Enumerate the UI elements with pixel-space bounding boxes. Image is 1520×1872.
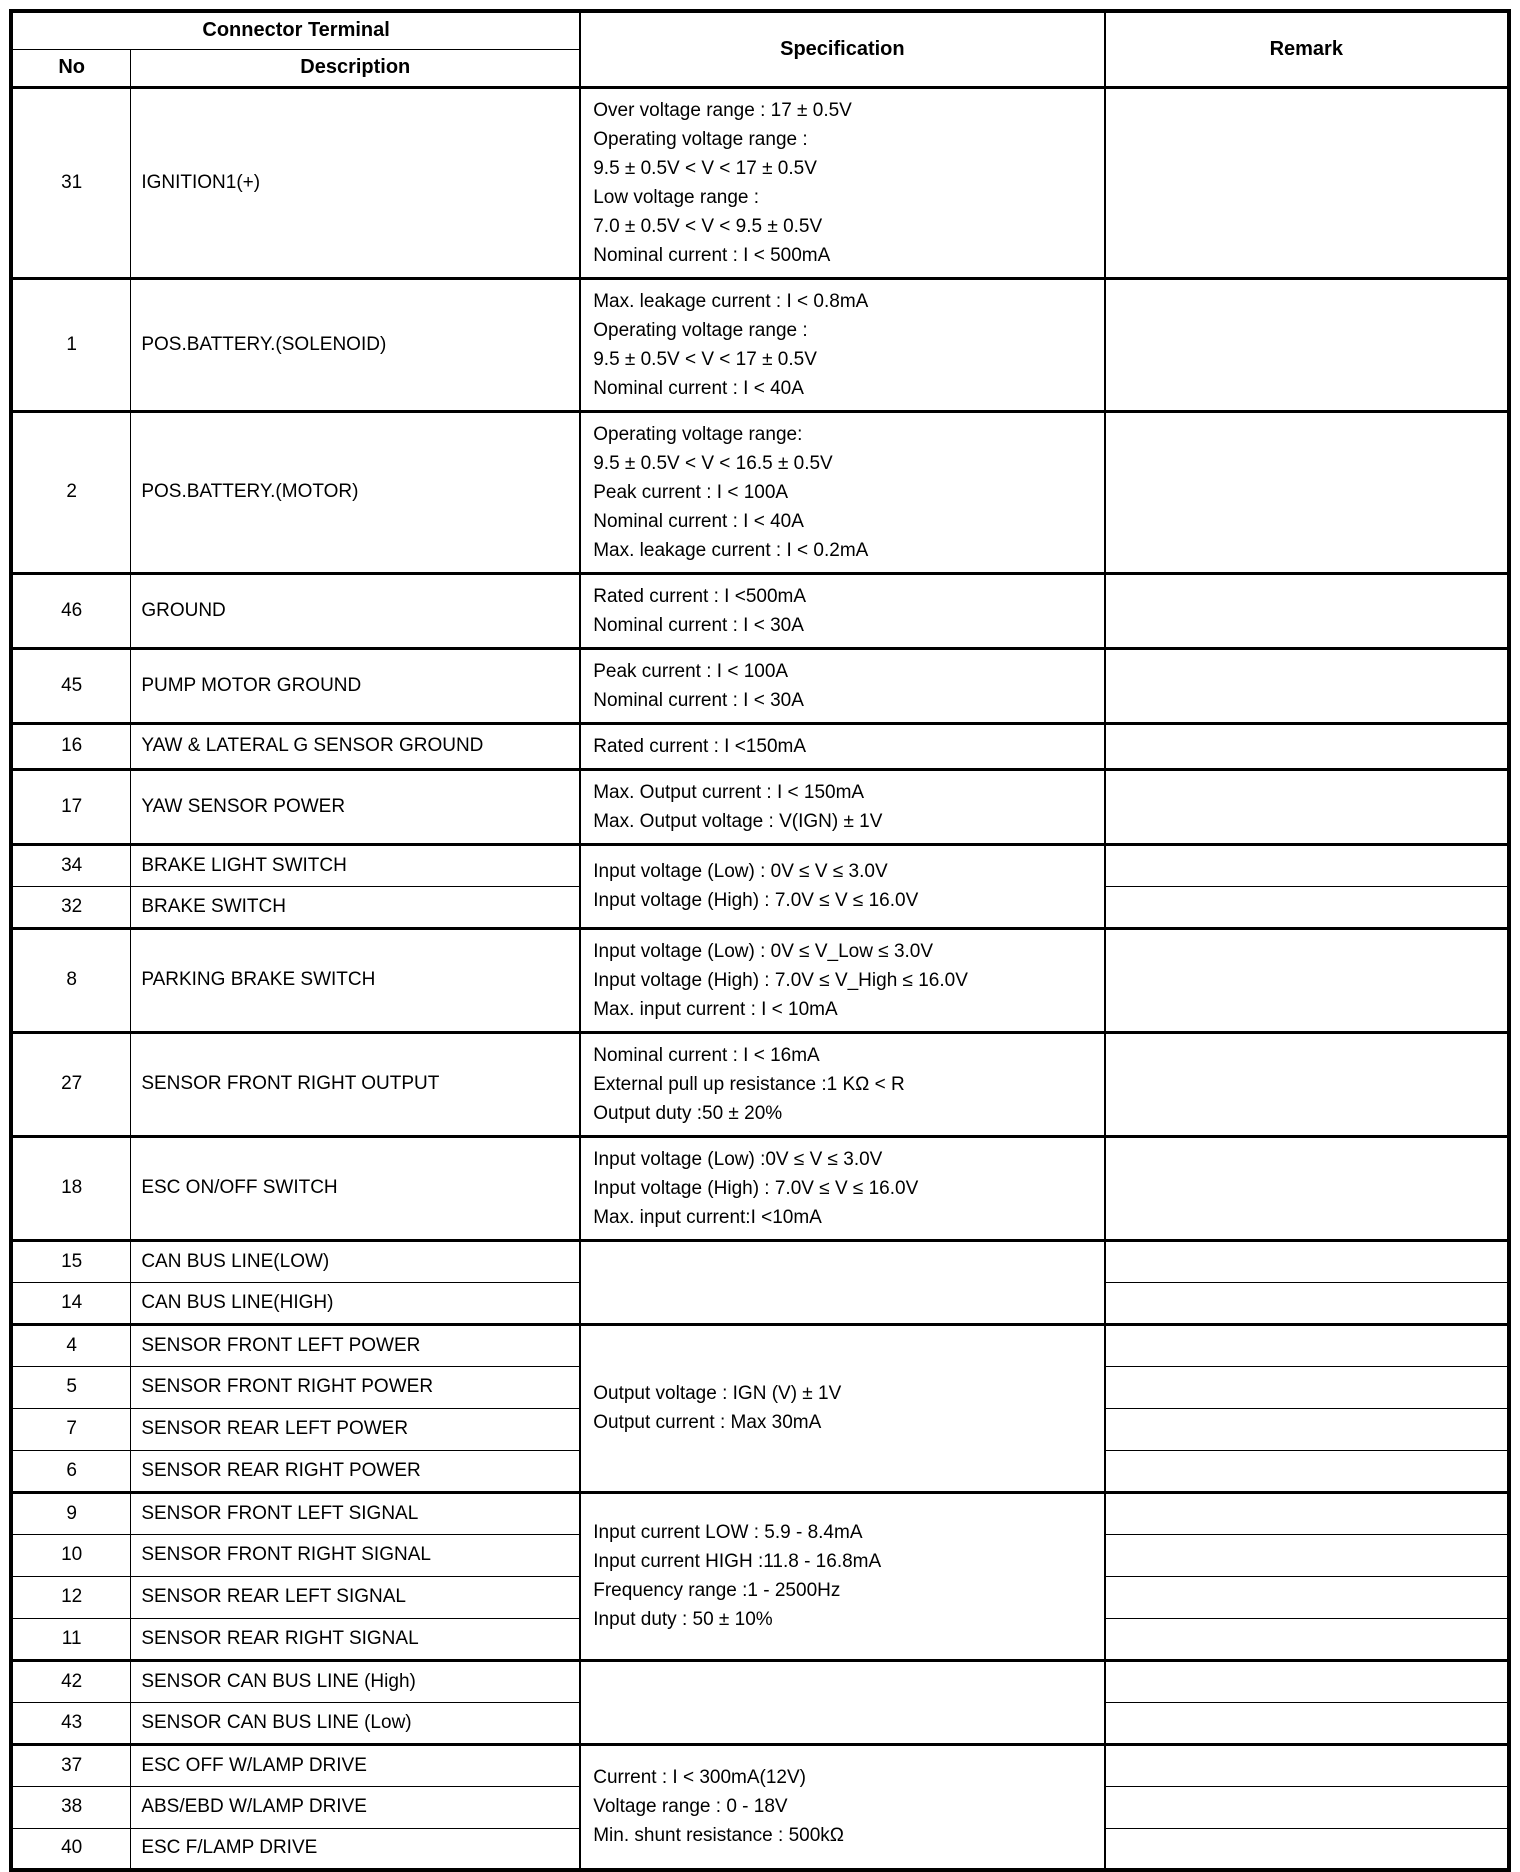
terminal-description: SENSOR CAN BUS LINE (Low) — [131, 1702, 580, 1744]
terminal-spec: Rated current : I <150mA — [580, 723, 1104, 769]
terminal-no: 1 — [11, 278, 131, 411]
terminal-description: SENSOR REAR RIGHT POWER — [131, 1450, 580, 1492]
terminal-no: 40 — [11, 1828, 131, 1870]
terminal-remark — [1105, 1618, 1509, 1660]
terminal-remark — [1105, 1702, 1509, 1744]
header-row-1 — [11, 11, 1509, 49]
terminal-remark — [1105, 87, 1509, 278]
header-description: Description — [131, 49, 580, 87]
terminal-remark — [1105, 1744, 1509, 1786]
table-row — [11, 648, 1509, 723]
terminal-remark — [1105, 1576, 1509, 1618]
table-row — [11, 844, 1509, 886]
terminal-remark — [1105, 1136, 1509, 1240]
terminal-no: 45 — [11, 648, 131, 723]
terminal-description: SENSOR REAR LEFT POWER — [131, 1408, 580, 1450]
terminal-remark — [1105, 723, 1509, 769]
terminal-no: 17 — [11, 769, 131, 844]
terminal-description: SENSOR REAR RIGHT SIGNAL — [131, 1618, 580, 1660]
terminal-remark — [1105, 769, 1509, 844]
terminal-no: 14 — [11, 1282, 131, 1324]
terminal-description: GROUND — [131, 573, 580, 648]
terminal-no: 37 — [11, 1744, 131, 1786]
terminal-remark — [1105, 1450, 1509, 1492]
table-row — [11, 1744, 1509, 1786]
terminal-no: 16 — [11, 723, 131, 769]
terminal-spec — [580, 1660, 1104, 1744]
terminal-spec: Max. leakage current : I < 0.8mA Operating voltage range : 9.5 ± 0.5V < V < 17 ± 0.5V Nominal current : I < 40A — [580, 278, 1104, 411]
terminal-description: POS.BATTERY.(SOLENOID) — [131, 278, 580, 411]
header-remark: Remark — [1105, 11, 1509, 87]
terminal-remark — [1105, 1534, 1509, 1576]
terminal-no: 43 — [11, 1702, 131, 1744]
terminal-remark — [1105, 573, 1509, 648]
terminal-description: CAN BUS LINE(HIGH) — [131, 1282, 580, 1324]
header-specification: Specification — [580, 11, 1104, 87]
terminal-no: 10 — [11, 1534, 131, 1576]
terminal-no: 38 — [11, 1786, 131, 1828]
terminal-no: 34 — [11, 844, 131, 886]
table-row — [11, 1032, 1509, 1136]
terminal-no: 7 — [11, 1408, 131, 1450]
terminal-description: SENSOR CAN BUS LINE (High) — [131, 1660, 580, 1702]
terminal-no: 2 — [11, 411, 131, 573]
terminal-remark — [1105, 1786, 1509, 1828]
terminal-spec: Current : I < 300mA(12V) Voltage range : 0 - 18V Min. shunt resistance : 500kΩ — [580, 1744, 1104, 1870]
terminal-no: 11 — [11, 1618, 131, 1660]
table-row — [11, 769, 1509, 844]
table-row — [11, 87, 1509, 278]
terminal-spec: Over voltage range : 17 ± 0.5V Operating voltage range : 9.5 ± 0.5V < V < 17 ± 0.5V Low voltage range : 7.0 ± 0.5V < V < 9.5 ± 0.5V Nominal current : I < 500mA — [580, 87, 1104, 278]
terminal-spec — [580, 1240, 1104, 1324]
terminal-description: YAW SENSOR POWER — [131, 769, 580, 844]
table-row — [11, 1324, 1509, 1366]
table-body — [11, 87, 1509, 1870]
terminal-spec: Output voltage : IGN (V) ± 1V Output current : Max 30mA — [580, 1324, 1104, 1492]
terminal-remark — [1105, 278, 1509, 411]
terminal-spec: Input voltage (Low) :0V ≤ V ≤ 3.0V Input voltage (High) : 7.0V ≤ V ≤ 16.0V Max. input current:I <10mA — [580, 1136, 1104, 1240]
terminal-spec: Operating voltage range: 9.5 ± 0.5V < V < 16.5 ± 0.5V Peak current : I < 100A Nominal current : I < 40A Max. leakage current : I < 0.2mA — [580, 411, 1104, 573]
terminal-no: 27 — [11, 1032, 131, 1136]
terminal-description: ESC F/LAMP DRIVE — [131, 1828, 580, 1870]
terminal-spec: Peak current : I < 100A Nominal current : I < 30A — [580, 648, 1104, 723]
terminal-remark — [1105, 1324, 1509, 1366]
terminal-remark — [1105, 1408, 1509, 1450]
table-row — [11, 411, 1509, 573]
terminal-description: POS.BATTERY.(MOTOR) — [131, 411, 580, 573]
table-row — [11, 1492, 1509, 1534]
terminal-remark — [1105, 928, 1509, 1032]
terminal-remark — [1105, 1828, 1509, 1870]
terminal-description: SENSOR FRONT RIGHT POWER — [131, 1366, 580, 1408]
terminal-description: SENSOR REAR LEFT SIGNAL — [131, 1576, 580, 1618]
terminal-remark — [1105, 1492, 1509, 1534]
terminal-description: PUMP MOTOR GROUND — [131, 648, 580, 723]
terminal-no: 5 — [11, 1366, 131, 1408]
terminal-spec: Input voltage (Low) : 0V ≤ V ≤ 3.0V Input voltage (High) : 7.0V ≤ V ≤ 16.0V — [580, 844, 1104, 928]
terminal-spec: Max. Output current : I < 150mA Max. Output voltage : V(IGN) ± 1V — [580, 769, 1104, 844]
terminal-description: BRAKE SWITCH — [131, 886, 580, 928]
terminal-no: 6 — [11, 1450, 131, 1492]
terminal-description: SENSOR FRONT LEFT POWER — [131, 1324, 580, 1366]
terminal-description: BRAKE LIGHT SWITCH — [131, 844, 580, 886]
terminal-description: CAN BUS LINE(LOW) — [131, 1240, 580, 1282]
terminal-no: 42 — [11, 1660, 131, 1702]
terminal-no: 12 — [11, 1576, 131, 1618]
terminal-no: 46 — [11, 573, 131, 648]
terminal-description: SENSOR FRONT RIGHT OUTPUT — [131, 1032, 580, 1136]
terminal-description: SENSOR FRONT LEFT SIGNAL — [131, 1492, 580, 1534]
connector-terminal-spec-table — [9, 9, 1511, 1872]
terminal-no: 31 — [11, 87, 131, 278]
terminal-remark — [1105, 411, 1509, 573]
table-row — [11, 573, 1509, 648]
terminal-spec: Nominal current : I < 16mA External pull up resistance :1 KΩ < R Output duty :50 ± 20% — [580, 1032, 1104, 1136]
terminal-description: ESC ON/OFF SWITCH — [131, 1136, 580, 1240]
terminal-spec: Rated current : I <500mA Nominal current : I < 30A — [580, 573, 1104, 648]
table-header — [11, 11, 1509, 87]
table-row — [11, 1660, 1509, 1702]
table-row — [11, 1240, 1509, 1282]
terminal-remark — [1105, 1282, 1509, 1324]
terminal-description: IGNITION1(+) — [131, 87, 580, 278]
table-row — [11, 278, 1509, 411]
terminal-remark — [1105, 1240, 1509, 1282]
terminal-no: 15 — [11, 1240, 131, 1282]
terminal-spec: Input current LOW : 5.9 - 8.4mA Input current HIGH :11.8 - 16.8mA Frequency range :1 - 2500Hz Input duty : 50 ± 10% — [580, 1492, 1104, 1660]
terminal-description: ESC OFF W/LAMP DRIVE — [131, 1744, 580, 1786]
terminal-description: YAW & LATERAL G SENSOR GROUND — [131, 723, 580, 769]
terminal-remark — [1105, 844, 1509, 886]
terminal-remark — [1105, 1660, 1509, 1702]
table-row — [11, 723, 1509, 769]
header-connector-terminal: Connector Terminal — [11, 11, 580, 49]
header-no: No — [11, 49, 131, 87]
terminal-spec: Input voltage (Low) : 0V ≤ V_Low ≤ 3.0V Input voltage (High) : 7.0V ≤ V_High ≤ 16.0V Max. input current : I < 10mA — [580, 928, 1104, 1032]
table-row — [11, 1136, 1509, 1240]
terminal-remark — [1105, 648, 1509, 723]
table-row — [11, 928, 1509, 1032]
terminal-description: SENSOR FRONT RIGHT SIGNAL — [131, 1534, 580, 1576]
terminal-remark — [1105, 1366, 1509, 1408]
terminal-no: 18 — [11, 1136, 131, 1240]
terminal-no: 9 — [11, 1492, 131, 1534]
terminal-description: PARKING BRAKE SWITCH — [131, 928, 580, 1032]
terminal-description: ABS/EBD W/LAMP DRIVE — [131, 1786, 580, 1828]
terminal-no: 8 — [11, 928, 131, 1032]
terminal-no: 32 — [11, 886, 131, 928]
terminal-remark — [1105, 1032, 1509, 1136]
terminal-no: 4 — [11, 1324, 131, 1366]
terminal-remark — [1105, 886, 1509, 928]
